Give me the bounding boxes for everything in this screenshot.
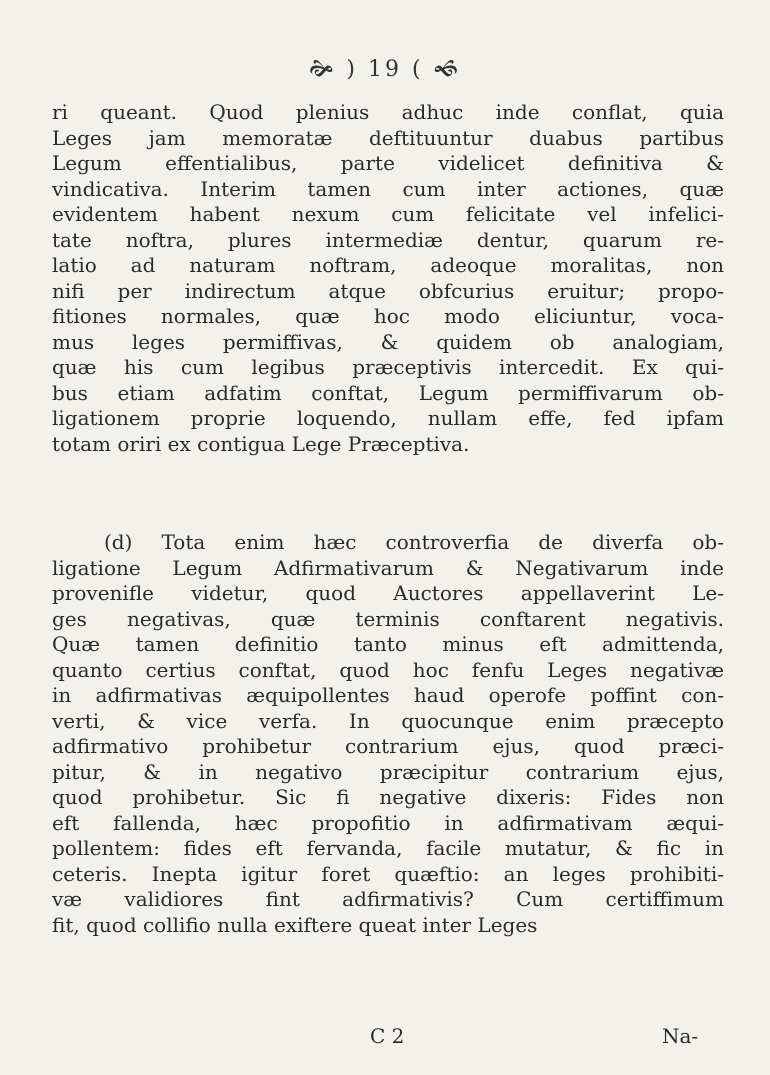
text-line: in adfirmativas æquipollentes haud operofe poffint con- <box>52 683 724 707</box>
text-line: ligatione Legum Adfirmativarum & Negativarum inde <box>52 555 724 580</box>
text-line: adfirmativo prohibetur contrarium ejus, quod præci- <box>52 734 724 758</box>
text-line: fit, quod collifio nulla exiftere queat inter Leges <box>52 912 538 937</box>
catchword: Na- <box>662 1024 699 1048</box>
text-line: (d) Tota enim hæc controverfia de diverfa ob- <box>104 530 724 554</box>
text-line: Quæ tamen definitio tanto minus eft admittenda, <box>52 632 724 656</box>
text-line: Legum effentialibus, parte videlicet definitiva & <box>52 151 724 175</box>
text-line: væ validiores fint adfirmativis? Cum certiffimum <box>52 887 724 911</box>
text-line: ges negativas, quæ terminis conftarent negativis. <box>52 606 724 631</box>
text-line: eft fallenda, hæc propofitio in adfirmativam æqui- <box>52 810 724 835</box>
text-line: vindicativa. Interim tamen cum inter actiones, quæ <box>52 176 724 201</box>
text-line: quanto certius conftat, quod hoc fenfu Leges negativæ <box>52 657 724 682</box>
text-line: totam oriri ex contigua Lege Præceptiva. <box>52 431 470 456</box>
text-line: bus etiam adfatim conftat, Legum permiffivarum ob- <box>52 380 724 405</box>
signature-mark: C 2 <box>370 1024 405 1048</box>
text-line: ceteris. Inepta igitur foret quæftio: an leges prohibiti- <box>52 861 724 886</box>
text-line: verti, & vice verfa. In quocunque enim præcepto <box>52 708 724 733</box>
text-line: mus leges permiffivas, & quidem ob analogiam, <box>52 329 724 354</box>
text-line: quæ his cum legibus præceptivis intercedit. Ex qui- <box>52 355 724 379</box>
footnote-paragraph <box>52 530 724 938</box>
page-header: 🙞 ) 19 ( 🙜 <box>309 57 461 82</box>
text-line: quod prohibetur. Sic fi negative dixeris: Fides non <box>52 785 724 809</box>
text-line: nifi per indirectum atque obfcurius eruitur; propo- <box>52 278 724 303</box>
main-paragraph <box>52 100 724 457</box>
text-line: pollentem: fides eft fervanda, facile mutatur, & fic in <box>52 836 724 860</box>
text-line: latio ad naturam noftram, adeoque moralitas, non <box>52 253 724 277</box>
text-line: ligationem proprie loquendo, nullam effe, fed ipfam <box>52 406 724 430</box>
text-line: pitur, & in negativo præcipitur contrarium ejus, <box>52 759 724 784</box>
text-line: fitiones normales, quæ hoc modo eliciuntur, voca- <box>52 304 724 328</box>
text-line: ri queant. Quod plenius adhuc inde conflat, quia <box>52 100 724 124</box>
text-line: provenifle videtur, quod Auctores appellaverint Le- <box>52 581 724 605</box>
text-line: tate noftra, plures intermediæ dentur, quarum re- <box>52 227 724 252</box>
text-line: Leges jam memoratæ deftituuntur duabus partibus <box>52 125 724 150</box>
text-line: evidentem habent nexum cum felicitate vel infelici- <box>52 202 724 226</box>
